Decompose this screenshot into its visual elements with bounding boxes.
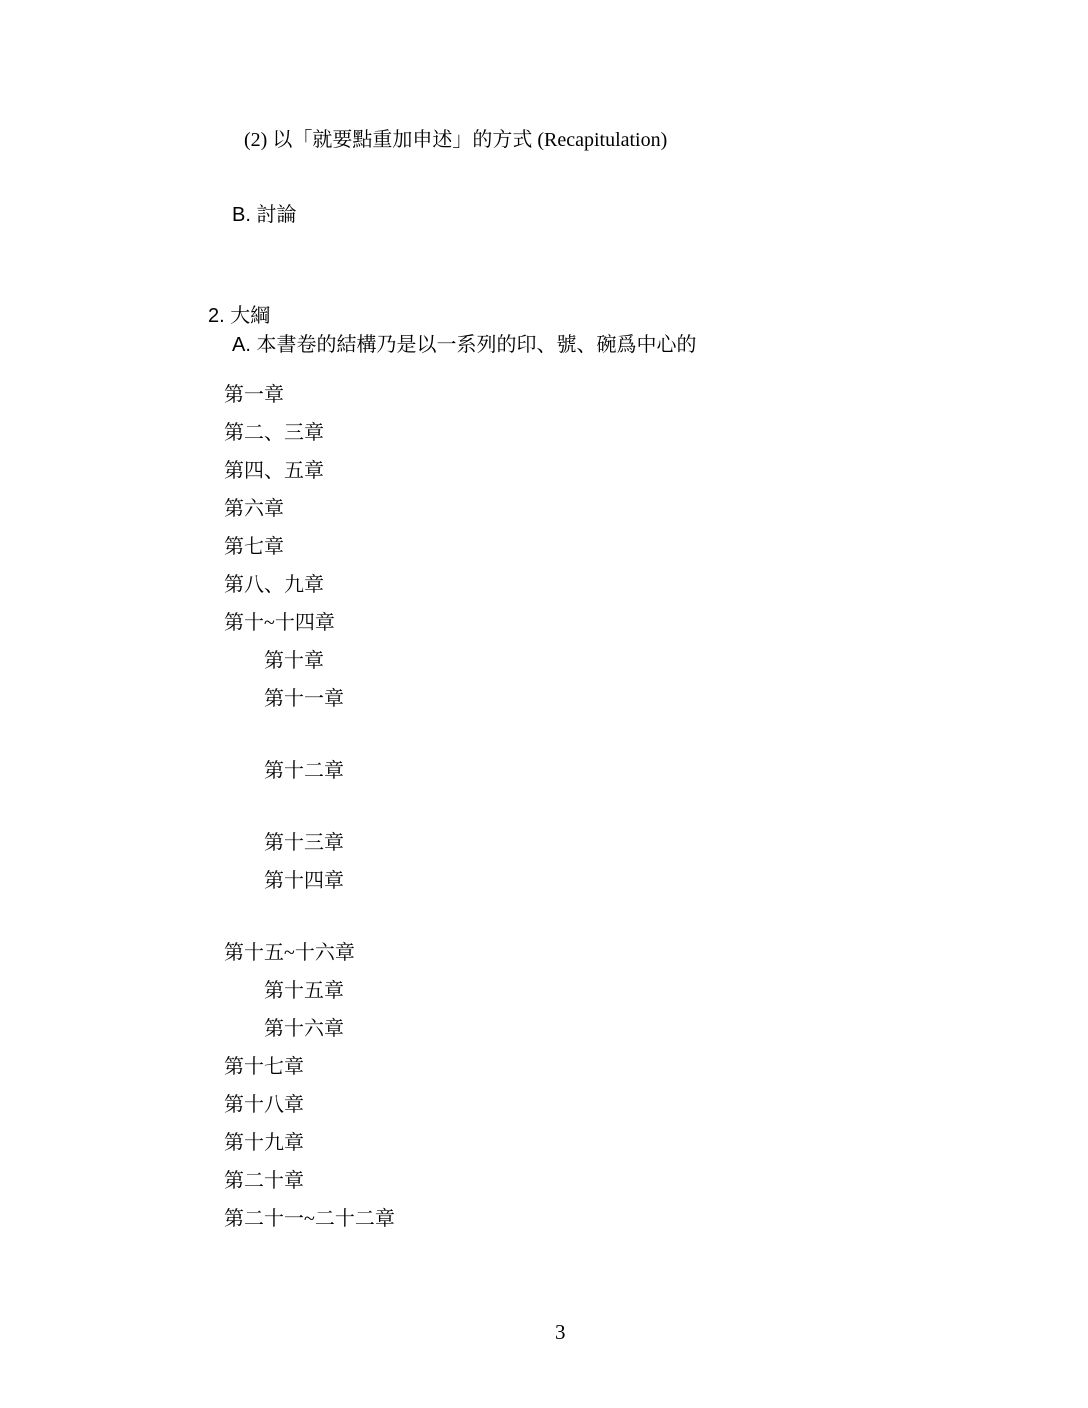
chapter-subline: 第十五章 — [264, 980, 344, 1002]
chapter-line: 第二十一~二十二章 — [224, 1208, 395, 1230]
chapter-line: 第十八章 — [224, 1094, 304, 1116]
chapter-subline: 第十章 — [264, 650, 324, 672]
outline-heading: 2. 大綱 — [208, 305, 271, 327]
chapter-line: 第八、九章 — [224, 574, 324, 596]
chapter-subline: 第十四章 — [264, 870, 344, 892]
chapter-subline: 第十三章 — [264, 832, 344, 854]
chapter-subline: 第十六章 — [264, 1018, 344, 1040]
chapter-line: 第二、三章 — [224, 422, 324, 444]
chapter-line: 第十~十四章 — [224, 612, 335, 634]
chapter-line: 第十七章 — [224, 1056, 304, 1078]
chapter-line: 第十九章 — [224, 1132, 304, 1154]
chapter-subline: 第十二章 — [264, 760, 344, 782]
page-number: 3 — [555, 1320, 566, 1344]
discussion-heading: B. 討論 — [232, 204, 297, 226]
chapter-line: 第十五~十六章 — [224, 942, 355, 964]
chapter-line: 第一章 — [224, 384, 284, 406]
chapter-line: 第二十章 — [224, 1170, 304, 1192]
chapter-line: 第四、五章 — [224, 460, 324, 482]
outline-subheading: A. 本書卷的結構乃是以一系列的印、號、碗爲中心的 — [232, 334, 697, 356]
chapter-line: 第六章 — [224, 498, 284, 520]
chapter-subline: 第十一章 — [264, 688, 344, 710]
recapitulation-line: (2) 以「就要點重加申述」的方式 (Recapitulation) — [244, 129, 668, 151]
chapter-line: 第七章 — [224, 536, 284, 558]
